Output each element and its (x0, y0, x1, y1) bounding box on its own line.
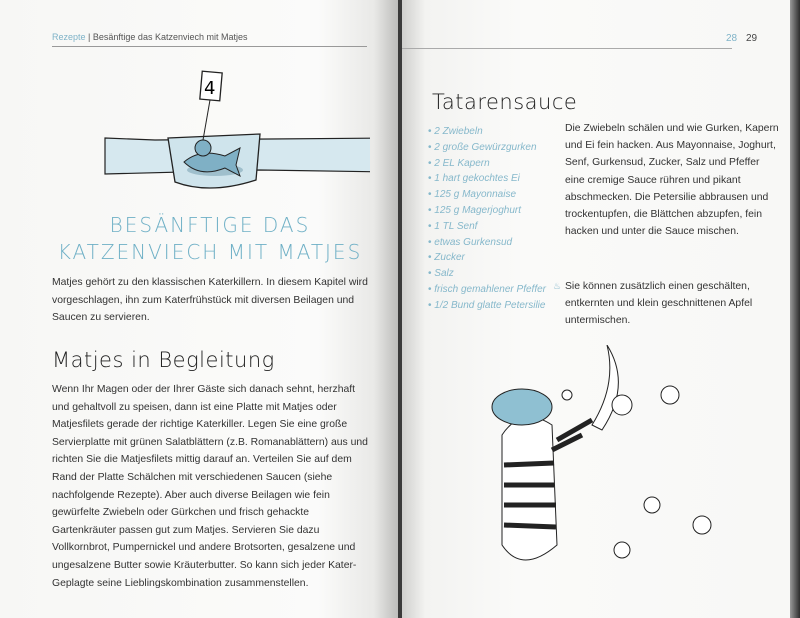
running-head-chapter: Besänftige das Katzenviech mit Matjes (92, 32, 248, 42)
recipe-title: Tatarensauce (432, 90, 578, 114)
running-head-section: Rezepte (52, 32, 86, 42)
cat-body (502, 417, 557, 560)
ingredient-item: • 2 Zwiebeln (428, 124, 558, 140)
page-number-left: 28 (726, 33, 738, 44)
ingredient-item: • 1 TL Senf (428, 219, 558, 235)
intro-paragraph: Matjes gehört zu den klassischen Katerkillern. In diesem Kapitel wird vorgeschlagen, ihn zum Katerfrühstück mit diversen Beilagen und Saucen zu servieren. (52, 277, 368, 324)
ingredient-item: • Zucker (428, 250, 558, 266)
chapter-title (30, 212, 390, 266)
flying-eggs (562, 386, 711, 558)
ingredient-item: • 2 große Gewürzgurken (428, 140, 558, 156)
ingredient-item: • 125 g Mayonnaise (428, 187, 558, 203)
illustration-number: 4 (204, 78, 216, 99)
ingredient-item: • Salz (428, 266, 558, 282)
header-rule (402, 48, 732, 49)
body-paragraph: Wenn Ihr Magen oder der Ihrer Gäste sich danach sehnt, herzhaft und gehaltvoll zu speisen, dann ist eine Platte mit Matjes oder Matjesfilets gerade der richtige Katerkiller. Legen Sie eine große Servierplatte mit grünen Salatblättern (z.B. Romanablättern) aus und richten Sie die Matjesfilets mittig darauf an. Verteilen Sie auf dem Rand der Platte Schälchen mit verschiedenen Saucen (siehe nachfolgende Rezepte). Aber auch diverse Beilagen wie fein gewürfelte Zwiebeln oder Gürkchen und frisch gehackte Gartenkräuter passen gut zum Matjes. Servieren Sie dazu Vollkornbrot, Pumpernickel und andere Brotsorten, gesalzene und ungesalzene Butter sowie Kräuterbutter. So kann sich jeder Kater-Geplagte seine Lieblingskombination zusammenstellen. (52, 384, 368, 589)
ingredient-list (428, 124, 558, 314)
fish-bowl-illustration (100, 70, 370, 220)
ingredient-item: • 1 hart gekochtes Ei (428, 171, 558, 187)
ingredient-item: • 1/2 Bund glatte Petersilie (428, 298, 558, 314)
chapter-title-line-1: BESÄNFTIGE DAS (109, 213, 311, 237)
chapter-title-line-2: KATZENVIECH MIT MATJES (57, 240, 363, 264)
instructions: Die Zwiebeln schälen und wie Gurken, Kapern und Ei fein hacken. Aus Mayonnaise, Joghurt, Senf, Gurkensud, Zucker, Salz und Pfeffer eine cremige Sauce rühren und pikant abschmecken. Die Petersilie abbrausen und trockentupfen, die Blättchen abzupfen, fein hacken und unter die Sauce mischen. (565, 123, 779, 238)
ingredient-item: • frisch gemahlener Pfeffer (428, 282, 558, 298)
header-rule (52, 46, 367, 47)
running-head (52, 32, 247, 42)
ingredient-item: • 125 g Magerjoghurt (428, 203, 558, 219)
ingredient-item: • 2 EL Kapern (428, 156, 558, 172)
tip-text: Sie können zusätzlich einen geschälten, entkernten und klein geschnittenen Apfel untermischen. (565, 281, 753, 327)
sabre (592, 345, 618, 430)
bandana (492, 389, 552, 425)
running-head-separator: | (88, 32, 91, 42)
left-page (0, 0, 398, 618)
flag-stick (203, 100, 210, 140)
page-number-right: 29 (746, 33, 758, 44)
tip-icon: ♨ (553, 281, 562, 291)
float-ball (195, 140, 211, 156)
book-edge (790, 0, 800, 618)
pirate-cat-illustration (442, 345, 762, 595)
ingredient-item: • etwas Gurkensud (428, 235, 558, 251)
section-heading: Matjes in Begleitung (52, 348, 275, 372)
